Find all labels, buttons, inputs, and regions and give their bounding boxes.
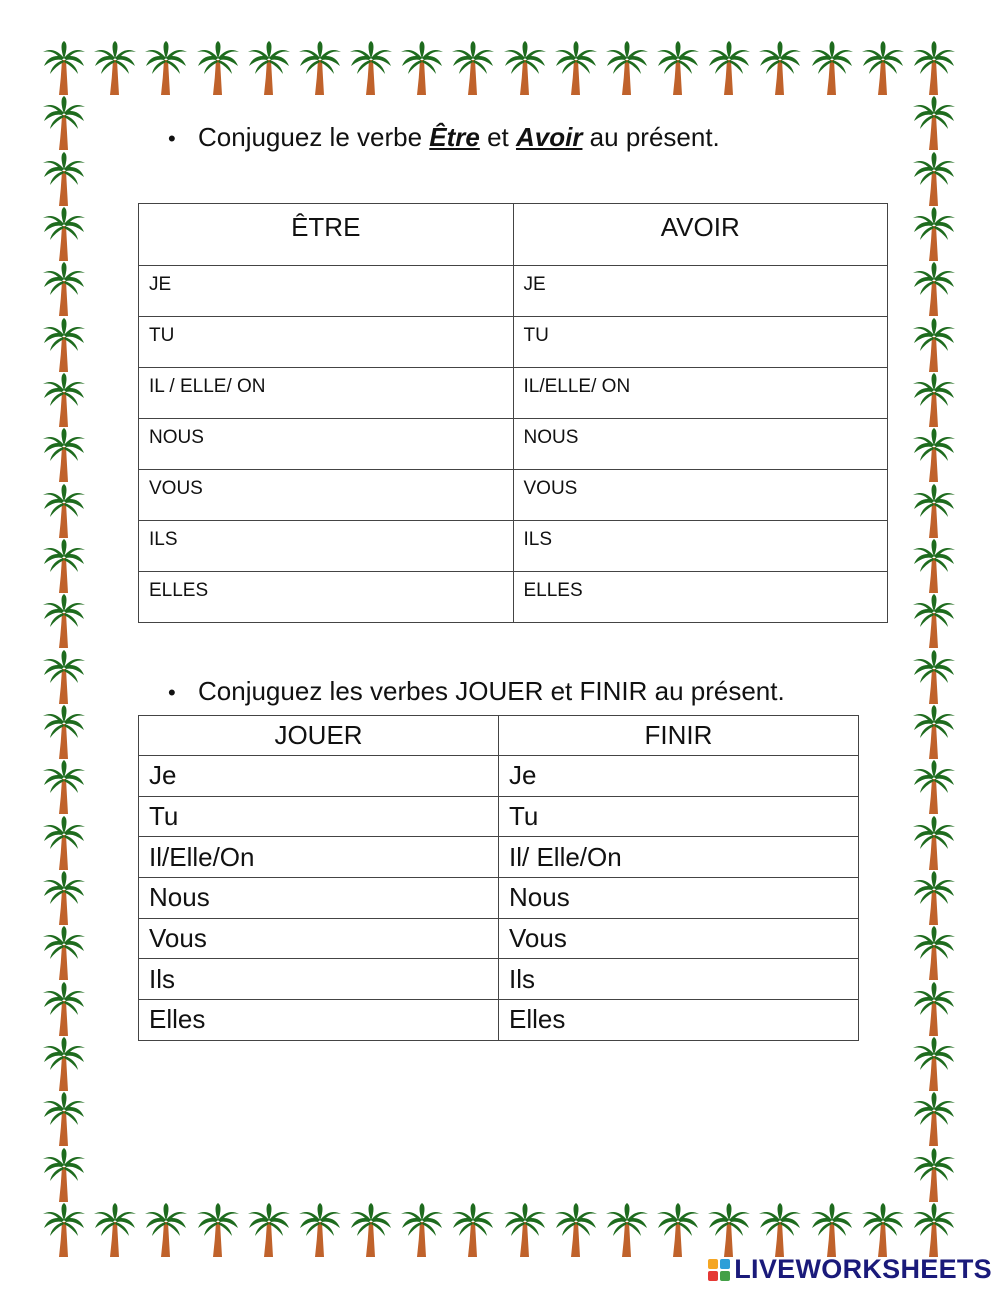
bullet: •: [168, 680, 176, 705]
palm-tree-icon: [912, 538, 956, 594]
palm-tree-icon: [707, 1202, 751, 1258]
pronoun-cell-etre[interactable]: NOUS: [139, 419, 514, 470]
pronoun-cell-avoir[interactable]: JE: [513, 266, 888, 317]
palm-tree-icon: [298, 40, 342, 96]
palm-tree-icon: [656, 40, 700, 96]
table-row: [139, 796, 859, 837]
header-jouer: JOUER: [139, 716, 499, 756]
palm-tree-icon: [912, 815, 956, 871]
palm-tree-icon: [196, 1202, 240, 1258]
palm-tree-icon: [42, 372, 86, 428]
pronoun-cell-avoir[interactable]: IL/ELLE/ ON: [513, 368, 888, 419]
table-row: [139, 419, 888, 470]
palm-tree-icon: [42, 704, 86, 760]
palm-tree-icon: [861, 40, 905, 96]
instruction-jouer-finir: [168, 676, 785, 708]
pronoun-cell-etre[interactable]: ELLES: [139, 572, 514, 623]
liveworksheets-logo-icon: [708, 1259, 730, 1281]
palm-tree-icon: [912, 1036, 956, 1092]
pronoun-cell-finir[interactable]: Il/ Elle/On: [499, 837, 859, 878]
palm-tree-icon: [451, 1202, 495, 1258]
table-row: [139, 878, 859, 919]
palm-tree-icon: [810, 40, 854, 96]
palm-tree-icon: [912, 151, 956, 207]
palm-tree-icon: [912, 925, 956, 981]
palm-tree-icon: [656, 1202, 700, 1258]
instruction-suffix: au présent.: [582, 122, 720, 152]
conjugation-table-etre-avoir: [138, 203, 888, 623]
palm-tree-icon: [42, 870, 86, 926]
palm-tree-icon: [605, 40, 649, 96]
pronoun-cell-jouer[interactable]: Elles: [139, 1000, 499, 1041]
palm-tree-icon: [503, 40, 547, 96]
palm-tree-icon: [503, 1202, 547, 1258]
palm-tree-icon: [42, 95, 86, 151]
palm-tree-icon: [42, 1147, 86, 1203]
header-finir: FINIR: [499, 716, 859, 756]
verb-avoir: Avoir: [515, 122, 583, 152]
palm-tree-icon: [247, 40, 291, 96]
palm-tree-icon: [861, 1202, 905, 1258]
verb-etre: Être: [429, 122, 480, 152]
header-avoir: AVOIR: [513, 204, 888, 266]
table-row: [139, 521, 888, 572]
table-row: [139, 317, 888, 368]
table-row: [139, 1000, 859, 1041]
pronoun-cell-jouer[interactable]: Il/Elle/On: [139, 837, 499, 878]
palm-tree-icon: [912, 95, 956, 151]
pronoun-cell-jouer[interactable]: Vous: [139, 918, 499, 959]
palm-tree-icon: [758, 1202, 802, 1258]
palm-tree-icon: [247, 1202, 291, 1258]
pronoun-cell-etre[interactable]: IL / ELLE/ ON: [139, 368, 514, 419]
palm-tree-icon: [93, 40, 137, 96]
palm-tree-icon: [912, 206, 956, 262]
palm-tree-icon: [912, 317, 956, 373]
palm-tree-icon: [42, 981, 86, 1037]
palm-tree-icon: [605, 1202, 649, 1258]
table-row: [139, 266, 888, 317]
pronoun-cell-finir[interactable]: Ils: [499, 959, 859, 1000]
palm-tree-icon: [298, 1202, 342, 1258]
palm-tree-icon: [42, 925, 86, 981]
palm-tree-icon: [912, 870, 956, 926]
palm-tree-icon: [912, 1147, 956, 1203]
palm-tree-icon: [912, 483, 956, 539]
table-row: [139, 756, 859, 797]
pronoun-cell-finir[interactable]: Tu: [499, 796, 859, 837]
table-row: [139, 959, 859, 1000]
liveworksheets-logo: [708, 1254, 992, 1285]
palm-tree-icon: [912, 1091, 956, 1147]
palm-tree-icon: [810, 1202, 854, 1258]
palm-tree-icon: [144, 1202, 188, 1258]
palm-tree-icon: [42, 427, 86, 483]
palm-tree-icon: [42, 1202, 86, 1258]
palm-tree-icon: [349, 40, 393, 96]
palm-tree-icon: [93, 1202, 137, 1258]
palm-tree-icon: [912, 40, 956, 96]
pronoun-cell-avoir[interactable]: ILS: [513, 521, 888, 572]
palm-tree-icon: [707, 40, 751, 96]
pronoun-cell-avoir[interactable]: VOUS: [513, 470, 888, 521]
pronoun-cell-avoir[interactable]: ELLES: [513, 572, 888, 623]
palm-tree-icon: [554, 1202, 598, 1258]
pronoun-cell-jouer[interactable]: Ils: [139, 959, 499, 1000]
palm-tree-icon: [912, 1202, 956, 1258]
pronoun-cell-avoir[interactable]: TU: [513, 317, 888, 368]
header-etre: ÊTRE: [139, 204, 514, 266]
palm-tree-icon: [349, 1202, 393, 1258]
palm-tree-icon: [912, 649, 956, 705]
pronoun-cell-jouer[interactable]: Nous: [139, 878, 499, 919]
pronoun-cell-etre[interactable]: VOUS: [139, 470, 514, 521]
instruction-middle: et: [479, 122, 516, 152]
pronoun-cell-etre[interactable]: ILS: [139, 521, 514, 572]
table-row: [139, 572, 888, 623]
table-header-row: [139, 716, 859, 756]
table-row: [139, 837, 859, 878]
palm-tree-icon: [42, 649, 86, 705]
table-row: [139, 368, 888, 419]
palm-tree-icon: [196, 40, 240, 96]
palm-tree-icon: [451, 40, 495, 96]
palm-tree-icon: [42, 261, 86, 317]
instruction-text: Conjuguez les verbes JOUER et FINIR au présent.: [198, 676, 785, 706]
table-row: [139, 918, 859, 959]
conjugation-table-jouer-finir: [138, 715, 859, 1041]
palm-tree-icon: [912, 372, 956, 428]
palm-tree-icon: [42, 151, 86, 207]
palm-tree-icon: [912, 704, 956, 760]
palm-tree-icon: [42, 759, 86, 815]
brand-name: LIVEWORKSHEETS: [734, 1254, 992, 1284]
pronoun-cell-jouer[interactable]: Tu: [139, 796, 499, 837]
palm-tree-icon: [42, 317, 86, 373]
palm-tree-icon: [554, 40, 598, 96]
palm-tree-icon: [42, 593, 86, 649]
table-row: [139, 470, 888, 521]
palm-tree-icon: [912, 427, 956, 483]
instruction-etre-avoir: [168, 122, 720, 154]
bullet: •: [168, 126, 176, 151]
pronoun-cell-jouer[interactable]: Je: [139, 756, 499, 797]
instruction-prefix: Conjuguez le verbe: [198, 122, 430, 152]
palm-tree-icon: [144, 40, 188, 96]
palm-tree-icon: [42, 1091, 86, 1147]
pronoun-cell-finir[interactable]: Elles: [499, 1000, 859, 1041]
palm-tree-icon: [42, 483, 86, 539]
pronoun-cell-etre[interactable]: TU: [139, 317, 514, 368]
table-header-row: [139, 204, 888, 266]
palm-tree-icon: [42, 815, 86, 871]
palm-tree-icon: [42, 40, 86, 96]
pronoun-cell-finir[interactable]: Je: [499, 756, 859, 797]
palm-tree-icon: [912, 759, 956, 815]
pronoun-cell-avoir[interactable]: NOUS: [513, 419, 888, 470]
palm-tree-icon: [42, 1036, 86, 1092]
pronoun-cell-finir[interactable]: Nous: [499, 878, 859, 919]
palm-tree-icon: [912, 981, 956, 1037]
palm-tree-icon: [400, 1202, 444, 1258]
palm-tree-icon: [400, 40, 444, 96]
pronoun-cell-etre[interactable]: JE: [139, 266, 514, 317]
palm-tree-icon: [42, 538, 86, 594]
palm-tree-icon: [912, 593, 956, 649]
pronoun-cell-finir[interactable]: Vous: [499, 918, 859, 959]
palm-tree-icon: [42, 206, 86, 262]
palm-tree-icon: [912, 261, 956, 317]
palm-tree-icon: [758, 40, 802, 96]
